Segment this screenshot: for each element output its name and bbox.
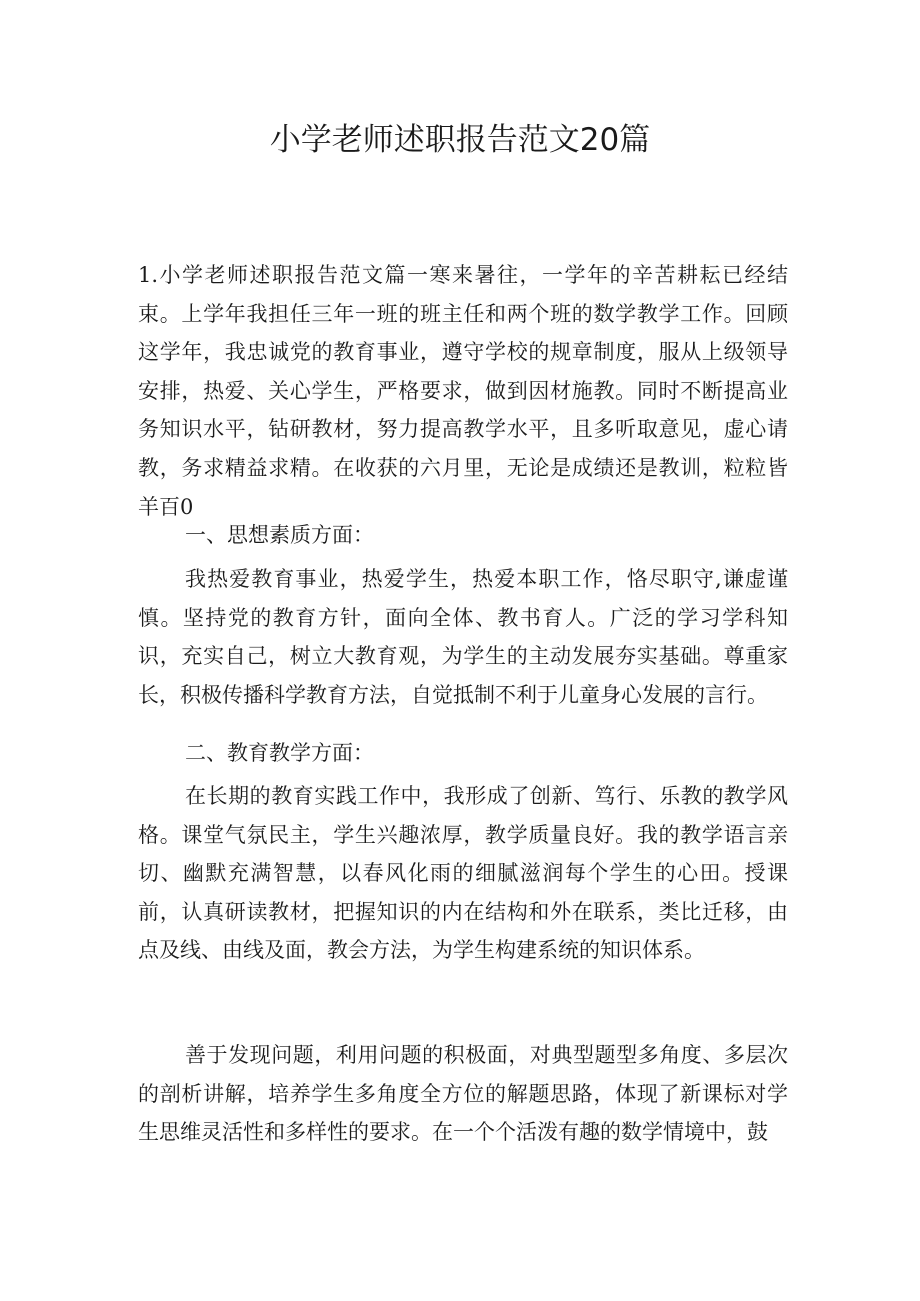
document-title: 小学老师述职报告范文20篇 xyxy=(269,122,651,158)
paragraph-ideology: 我热爱教育事业，热爱学生，热爱本职工作，恪尽职守,谦虚谨慎。坚持党的教育方针，面向全体、教书育人。广泛的学习学科知识，充实自己，树立大教育观，为学生的主动发展夯实基础。尊重家长，积极传播科学教育方法，自觉抵制不利于儿童身心发展的言行。 xyxy=(138,567,788,707)
paragraph-teaching-style: 在长期的教育实践工作中，我形成了创新、笃行、乐教的教学风格。课堂气氛民主，学生兴趣浓厚，教学质量良好。我的教学语言亲切、幽默充满智慧，以春风化雨的细腻滋润每个学生的心田。授课前，认真研读教材，把握知识的内在结构和外在联系，类比迁移，由点及线、由线及面，教会方法，为学生构建系统的知识体系。 xyxy=(138,784,788,963)
section-heading-teaching: 二、教育教学方面： xyxy=(185,741,374,765)
paragraph-intro: 1.小学老师述职报告范文篇一寒来暑往，一学年的辛苦耕耘已经结束。上学年我担任三年一班的班主任和两个班的数学教学工作。回顾这学年，我忠诚党的教育事业，遵守学校的规章制度，服从上级领导安排，热爱、关心学生，严格要求，做到因材施教。同时不断提高业务知识水平，钻研教材，努力提高教学水平，且多听取意见，虚心请教，务求精益求精。在收获的六月里，无论是成绩还是教训，粒粒皆羊百0 xyxy=(138,263,788,519)
section-heading-ideology: 一、思想素质方面： xyxy=(185,523,374,547)
paragraph-problem-solving: 善于发现问题，利用问题的积极面，对典型题型多角度、多层次的剖析讲解，培养学生多角度全方位的解题思路，体现了新课标对学生思维灵活性和多样性的要求。在一个个活泼有趣的数学情境中，鼓 xyxy=(138,1043,788,1145)
